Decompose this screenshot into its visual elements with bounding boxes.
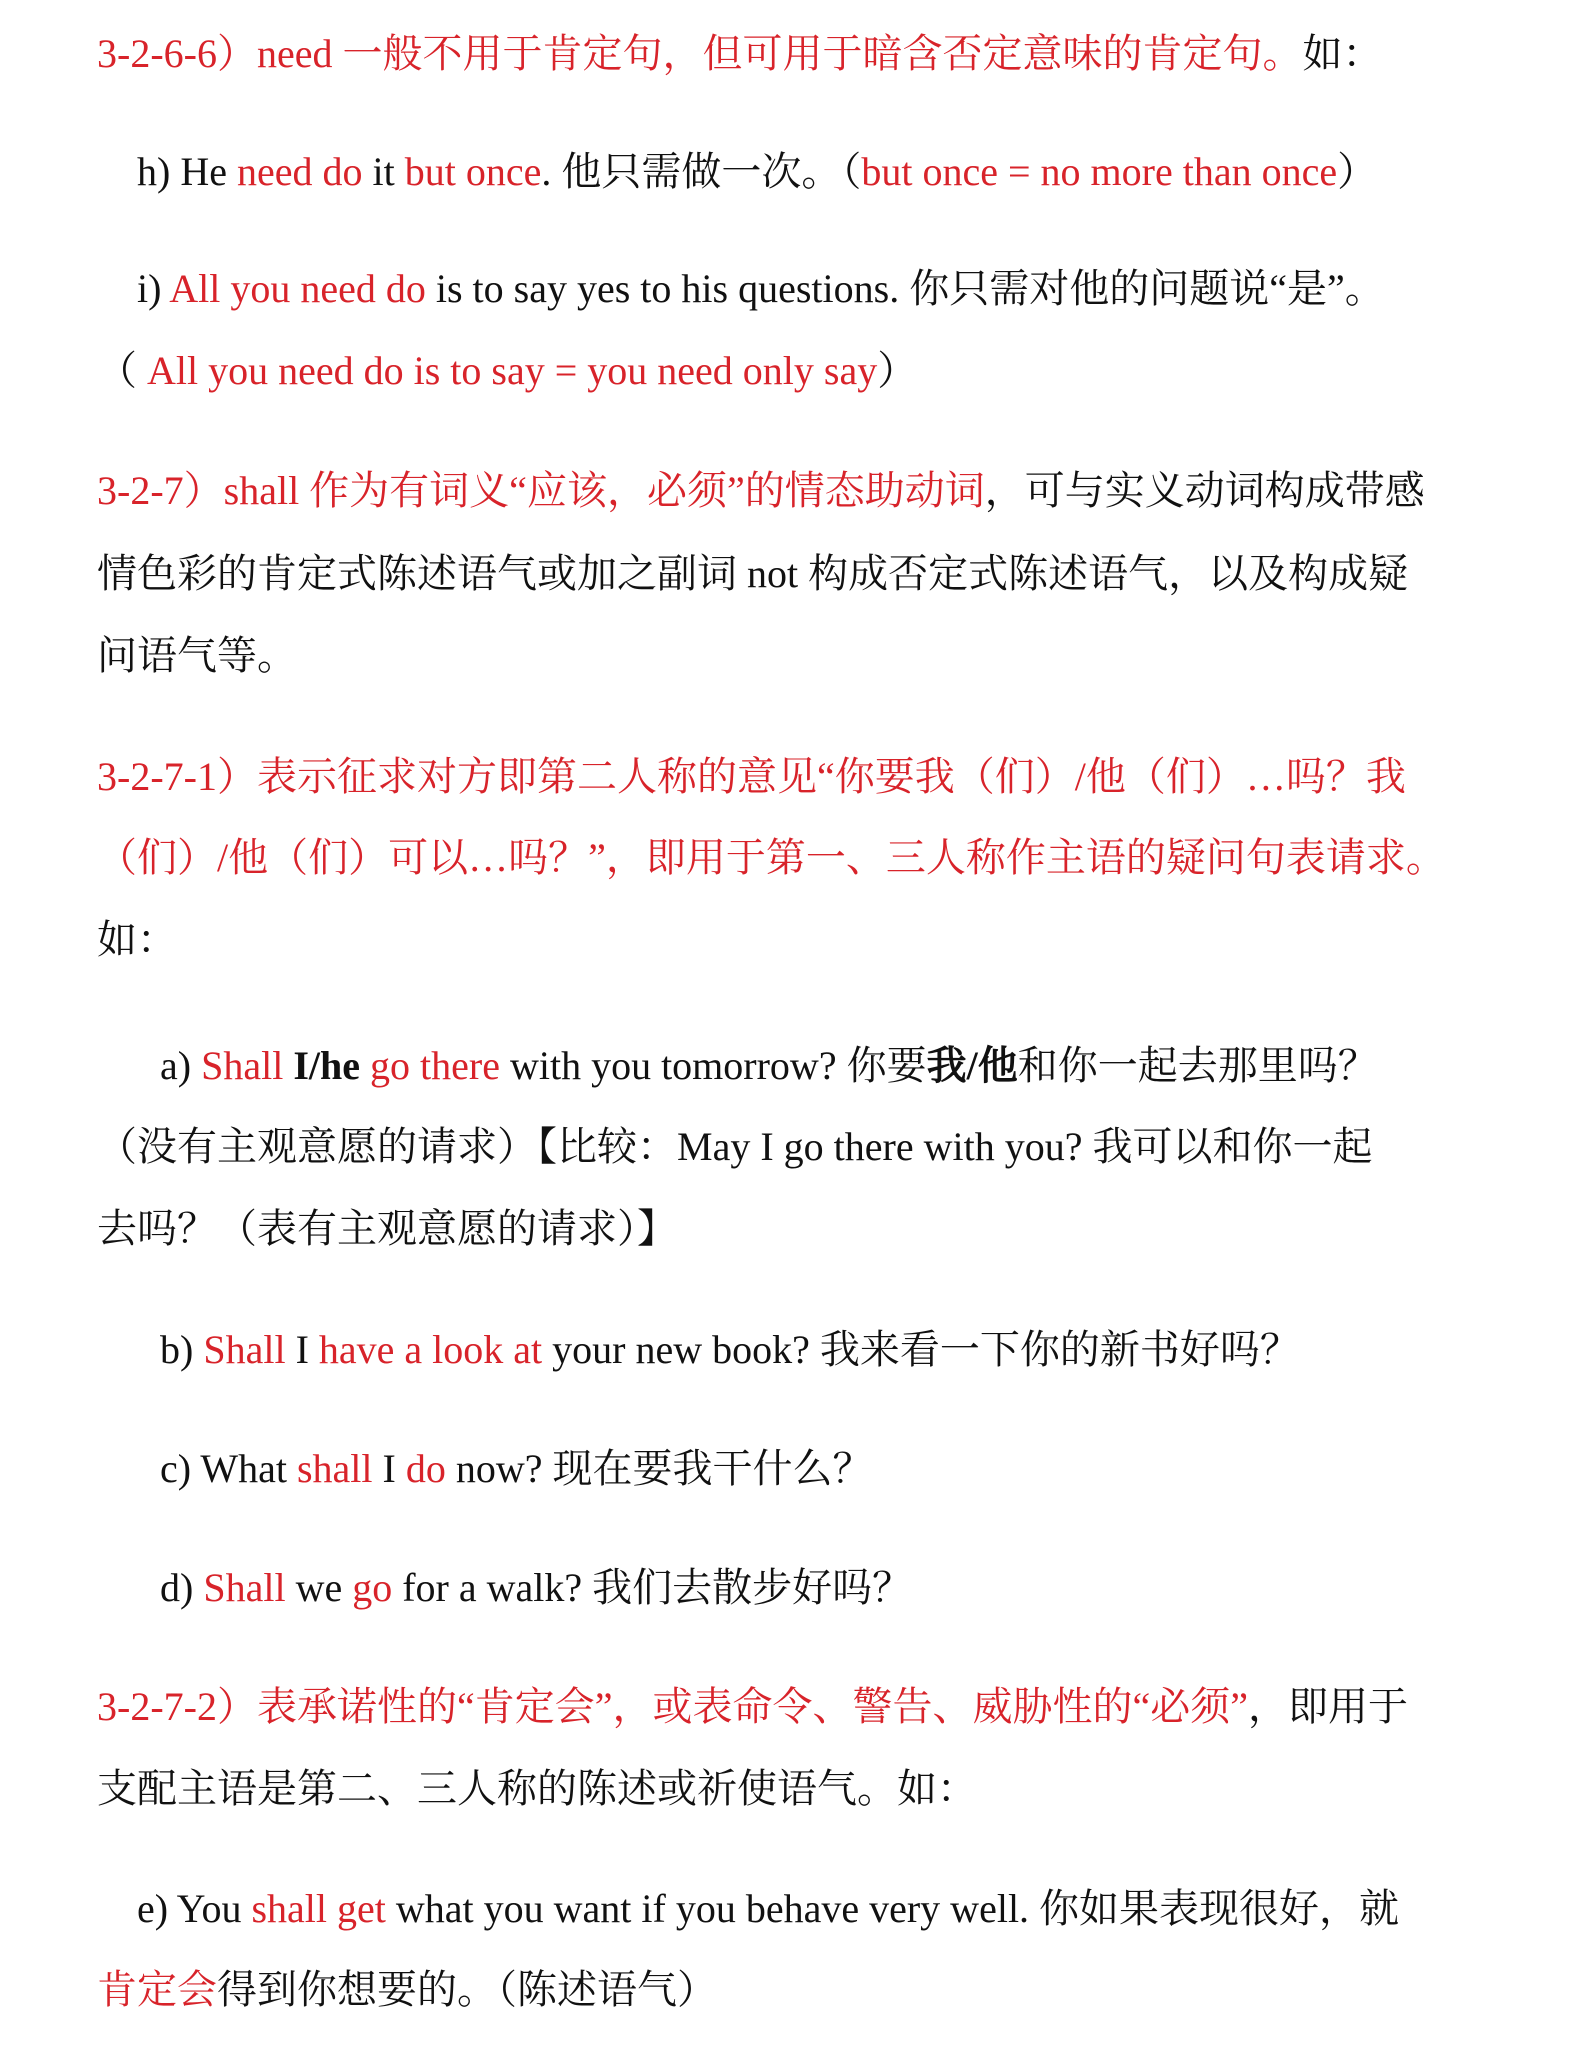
- text-run: I: [285, 1327, 319, 1372]
- text-run: （没有主观意愿的请求）【比较：May I go there with you? 我可以和你一起: [97, 1124, 1373, 1169]
- text-run: is to say yes to his questions. 你只需对他的问题说“是”。: [425, 266, 1385, 311]
- example-c: [160, 1443, 1550, 1495]
- text-run: 我/他: [926, 1043, 1018, 1088]
- text-run: 如：: [97, 917, 177, 962]
- text-run: 支配主语是第二、三人称的陈述或祈使语气。如：: [97, 1766, 977, 1811]
- text-run: now? 现在要我干什么？: [445, 1446, 873, 1491]
- example-a-note: [97, 1121, 1487, 1173]
- text-run: for a walk? 我们去散步好吗？: [392, 1565, 913, 1610]
- example-e: [137, 1883, 1527, 1935]
- highlighted-text: shall get: [251, 1886, 386, 1931]
- heading-3-2-7-1-cont: [97, 832, 1487, 884]
- heading-3-2-7: [97, 465, 1487, 517]
- highlighted-text: Shall: [203, 1327, 286, 1372]
- highlighted-text: go there: [360, 1043, 500, 1088]
- highlighted-text: go: [352, 1565, 393, 1610]
- highlighted-text: need do: [236, 149, 363, 194]
- text-run: 和你一起去那里吗？: [1017, 1043, 1378, 1088]
- text-run: . 他只需做一次。（: [541, 149, 862, 194]
- text-run: h) He: [137, 149, 237, 194]
- highlighted-text: Shall: [203, 1565, 286, 1610]
- heading-3-2-7-2: [97, 1681, 1487, 1733]
- highlighted-text: （们）/他（们）可以…吗？”，即用于第一、三人称作主语的疑问句表请求。: [97, 835, 1446, 880]
- text-run: d): [160, 1565, 204, 1610]
- text-run: c) What: [160, 1446, 297, 1491]
- example-a-note: [97, 1203, 1487, 1255]
- text-run: we: [285, 1565, 353, 1610]
- text-run: ）: [877, 348, 918, 393]
- paragraph-line: [97, 914, 1487, 966]
- text-run: your new book? 我来看一下你的新书好吗？: [542, 1327, 1300, 1372]
- heading-3-2-7-1: [97, 751, 1487, 803]
- text-run: （: [97, 348, 147, 393]
- paragraph-line: [97, 548, 1487, 600]
- example-i-note: [97, 345, 1487, 397]
- highlighted-text: have a look at: [318, 1327, 543, 1372]
- text-run: ，可与实义动词构成带感: [984, 468, 1425, 513]
- highlighted-text: but once: [404, 149, 542, 194]
- highlighted-text: 3-2-7-2）表承诺性的“肯定会”，或表命令、警告、威胁性的“必须”: [97, 1684, 1248, 1729]
- text-run: i): [137, 266, 170, 311]
- text-run: 如：: [1302, 31, 1383, 76]
- highlighted-text: 3-2-7-1）表示征求对方即第二人称的意见“你要我（们）/他（们）…吗？我: [97, 754, 1406, 799]
- highlighted-text: do: [405, 1446, 446, 1491]
- example-e-cont: [97, 1964, 1487, 2016]
- text-run: 得到你想要的。（陈述语气）: [217, 1967, 717, 2012]
- text-run: what you want if you behave very well. 你如果表现很好，就: [385, 1886, 1400, 1931]
- heading-3-2-6-6: [97, 28, 1487, 80]
- text-run: it: [362, 149, 405, 194]
- text-run: e) You: [137, 1886, 252, 1931]
- text-run: with you tomorrow? 你要: [499, 1043, 927, 1088]
- text-run: I: [372, 1446, 406, 1491]
- text-run: ，即用于: [1247, 1684, 1408, 1729]
- highlighted-text: 3-2-6-6）need 一般不用于肯定句，但可用于暗含否定意味的肯定句。: [97, 31, 1303, 76]
- highlighted-text: shall: [296, 1446, 373, 1491]
- text-run: a): [160, 1043, 202, 1088]
- highlighted-text: All you need do: [169, 266, 426, 311]
- highlighted-text: Shall: [201, 1043, 284, 1088]
- paragraph-line: [97, 630, 1487, 682]
- example-i: [137, 263, 1527, 315]
- text-run: I/he: [283, 1043, 360, 1088]
- highlighted-text: 肯定会: [97, 1967, 217, 2012]
- highlighted-text: 3-2-7）shall 作为有词义“应该，必须”的情态助动词: [97, 468, 985, 513]
- text-run: 去吗？（表有主观意愿的请求）】: [97, 1206, 677, 1251]
- highlighted-text: All you need do is to say = you need only say: [147, 348, 878, 393]
- example-d: [160, 1562, 1550, 1614]
- text-run: b): [160, 1327, 204, 1372]
- example-a: [160, 1040, 1550, 1092]
- text-run: 情色彩的肯定式陈述语气或加之副词 not 构成否定式陈述语气，以及构成疑: [97, 551, 1409, 596]
- paragraph-line: [97, 1763, 1487, 1815]
- example-h: [137, 146, 1527, 198]
- text-run: ）: [1337, 149, 1378, 194]
- example-b: [160, 1324, 1550, 1376]
- highlighted-text: but once = no more than once: [861, 149, 1338, 194]
- text-run: 问语气等。: [97, 633, 297, 678]
